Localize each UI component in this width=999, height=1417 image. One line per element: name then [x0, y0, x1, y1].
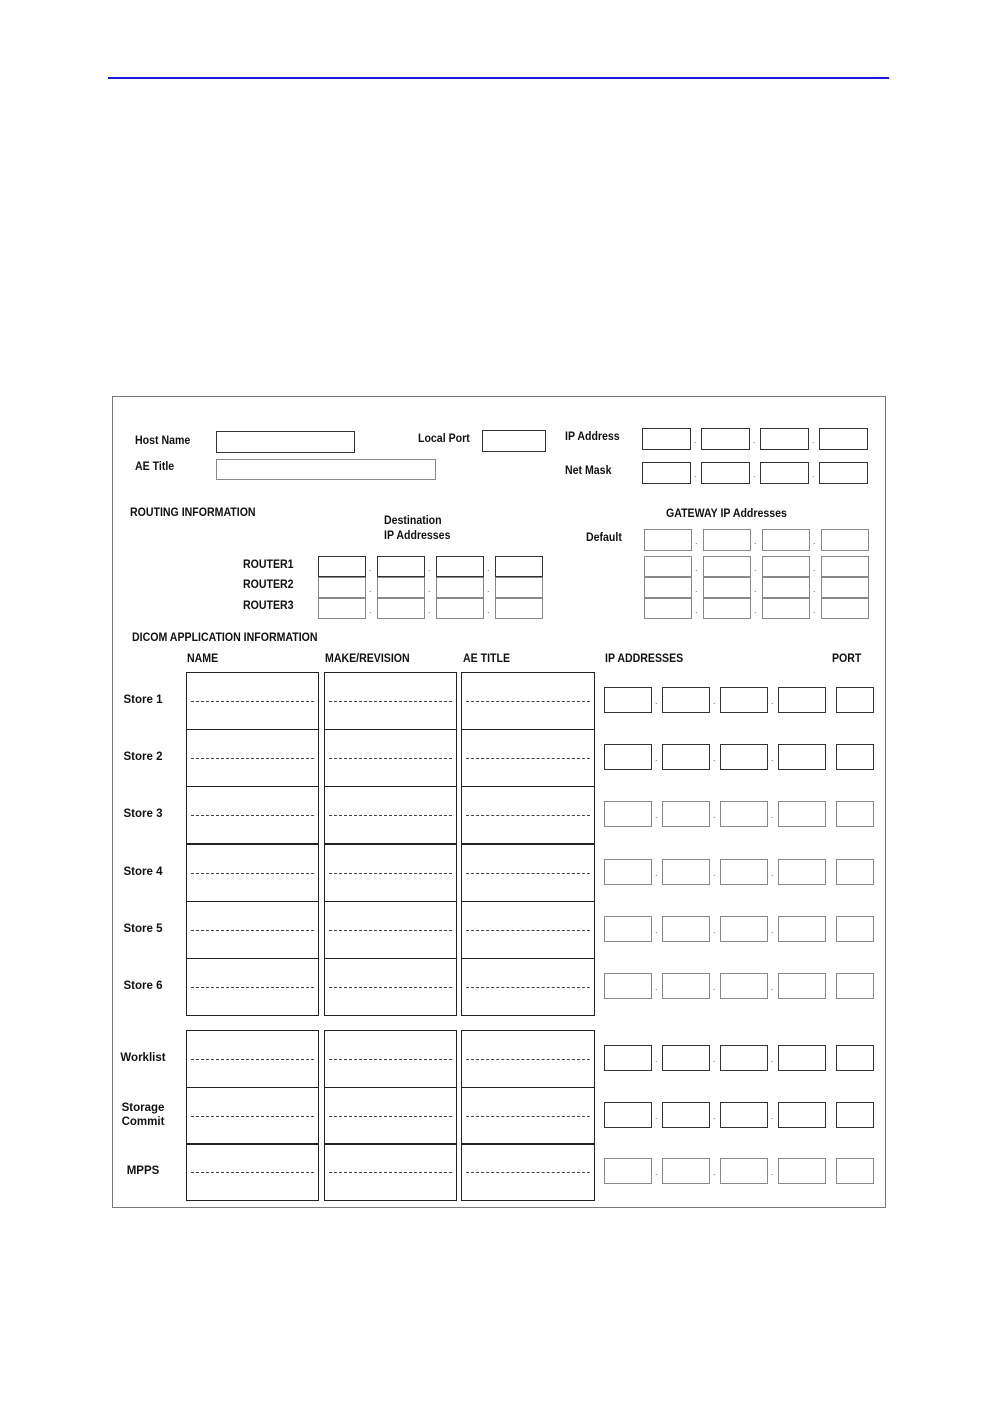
stores-ip-octet-1[interactable] — [604, 859, 652, 885]
dot-separator: . — [771, 1111, 774, 1121]
router1-dest-octet-4[interactable] — [495, 556, 543, 577]
services-ae-title-field[interactable] — [461, 1087, 595, 1145]
services-ae-title-field[interactable] — [461, 1143, 595, 1201]
ip-address-octet-3[interactable] — [760, 428, 809, 450]
services-name-field[interactable] — [186, 1030, 319, 1088]
dashed-guide — [466, 987, 590, 988]
router1-gateway-octet-3[interactable] — [762, 556, 810, 577]
dashed-guide — [466, 701, 590, 702]
services-label: MPPS — [126, 1165, 160, 1177]
stores-port-field[interactable] — [836, 687, 874, 713]
router3-dest-octet-2[interactable] — [377, 598, 425, 619]
dashed-guide — [191, 930, 314, 931]
dashed-guide — [191, 1116, 314, 1117]
stores-ae-title-field[interactable] — [461, 958, 595, 1016]
router3-gateway-octet-4[interactable] — [821, 598, 869, 619]
services-ip-octet-1[interactable] — [604, 1045, 652, 1071]
router2-gateway-octet-3[interactable] — [762, 577, 810, 598]
default-label: Default — [586, 532, 622, 544]
ae-title-field[interactable] — [216, 459, 436, 480]
router3-dest-octet-1[interactable] — [318, 598, 366, 619]
dot-separator: . — [428, 604, 431, 615]
dashed-guide — [329, 758, 452, 759]
dot-separator: . — [655, 1111, 658, 1121]
router2-dest-octet-1[interactable] — [318, 577, 366, 598]
dot-separator: . — [695, 604, 698, 615]
stores-ip-octet-4[interactable] — [778, 973, 826, 999]
dashed-guide — [329, 701, 452, 702]
gateway-default-octet-1[interactable] — [644, 529, 692, 551]
dashed-guide — [329, 873, 452, 874]
dot-separator: . — [694, 469, 697, 479]
ip-address-octet-1[interactable] — [642, 428, 691, 450]
dot-separator: . — [713, 696, 716, 706]
destination-label: Destination — [384, 515, 442, 527]
stores-ip-octet-3[interactable] — [720, 916, 768, 942]
dashed-guide — [329, 1116, 452, 1117]
stores-ip-octet-4[interactable] — [778, 859, 826, 885]
router2-dest-octet-3[interactable] — [436, 577, 484, 598]
router3-dest-octet-3[interactable] — [436, 598, 484, 619]
dot-separator: . — [771, 982, 774, 992]
router3-gateway-octet-2[interactable] — [703, 598, 751, 619]
services-ip-octet-3[interactable] — [720, 1102, 768, 1128]
stores-make-revision-field[interactable] — [324, 672, 457, 730]
stores-name-field[interactable] — [186, 786, 319, 844]
dot-separator: . — [813, 583, 816, 594]
net-mask-octet-2[interactable] — [701, 462, 750, 484]
dot-separator: . — [655, 1054, 658, 1064]
services-ip-octet-4[interactable] — [778, 1045, 826, 1071]
stores-port-field[interactable] — [836, 744, 874, 770]
services-ip-octet-3[interactable] — [720, 1045, 768, 1071]
router1-dest-octet-1[interactable] — [318, 556, 366, 577]
stores-label: Store 1 — [123, 694, 163, 706]
stores-name-field[interactable] — [186, 901, 319, 959]
stores-ae-title-field[interactable] — [461, 729, 595, 787]
dot-separator: . — [753, 435, 756, 445]
dot-separator: . — [713, 1111, 716, 1121]
dot-separator: . — [428, 583, 431, 594]
dot-separator: . — [655, 868, 658, 878]
dot-separator: . — [753, 469, 756, 479]
dot-separator: . — [771, 696, 774, 706]
host-name-label: Host Name — [135, 435, 191, 447]
router1-label: ROUTER1 — [243, 559, 294, 571]
router2-dest-octet-2[interactable] — [377, 577, 425, 598]
col-make-revision: MAKE/REVISION — [325, 653, 410, 665]
router1-dest-octet-2[interactable] — [377, 556, 425, 577]
stores-ip-octet-2[interactable] — [662, 687, 710, 713]
dot-separator: . — [713, 868, 716, 878]
stores-ip-octet-2[interactable] — [662, 916, 710, 942]
stores-ip-octet-4[interactable] — [778, 687, 826, 713]
dot-separator: . — [813, 604, 816, 615]
services-port-field[interactable] — [836, 1158, 874, 1184]
col-port: PORT — [832, 653, 862, 665]
stores-make-revision-field[interactable] — [324, 958, 457, 1016]
stores-label: Store 6 — [123, 980, 163, 992]
dot-separator: . — [771, 810, 774, 820]
services-ip-octet-2[interactable] — [662, 1158, 710, 1184]
stores-ip-octet-1[interactable] — [604, 801, 652, 827]
ae-title-label: AE Title — [135, 461, 175, 473]
dot-separator: . — [694, 435, 697, 445]
dot-separator: . — [812, 435, 815, 445]
dot-separator: . — [754, 583, 757, 594]
dot-separator: . — [813, 536, 816, 546]
router1-gateway-octet-2[interactable] — [703, 556, 751, 577]
stores-ae-title-field[interactable] — [461, 844, 595, 902]
local-port-label: Local Port — [418, 433, 470, 445]
header-rule — [108, 77, 889, 79]
services-make-revision-field[interactable] — [324, 1030, 457, 1088]
stores-ip-octet-3[interactable] — [720, 687, 768, 713]
dot-separator: . — [713, 753, 716, 763]
dashed-guide — [466, 815, 590, 816]
dot-separator: . — [695, 536, 698, 546]
stores-make-revision-field[interactable] — [324, 901, 457, 959]
gateway-default-octet-4[interactable] — [821, 529, 869, 551]
stores-ip-octet-1[interactable] — [604, 687, 652, 713]
routing-title: ROUTING INFORMATION — [130, 507, 256, 519]
services-label: Worklist — [120, 1052, 166, 1064]
dot-separator: . — [812, 469, 815, 479]
stores-name-field[interactable] — [186, 844, 319, 902]
stores-ae-title-field[interactable] — [461, 901, 595, 959]
stores-ip-octet-3[interactable] — [720, 859, 768, 885]
dot-separator: . — [369, 583, 372, 594]
dashed-guide — [191, 987, 314, 988]
dashed-guide — [191, 701, 314, 702]
ip-address-label: IP Address — [565, 431, 620, 443]
dashed-guide — [466, 1059, 590, 1060]
dot-separator: . — [713, 982, 716, 992]
dashed-guide — [191, 1172, 314, 1173]
gateway-default-octet-3[interactable] — [762, 529, 810, 551]
stores-ip-octet-1[interactable] — [604, 973, 652, 999]
dot-separator: . — [771, 753, 774, 763]
router1-dest-octet-3[interactable] — [436, 556, 484, 577]
stores-ip-octet-2[interactable] — [662, 859, 710, 885]
ip-address-octet-2[interactable] — [701, 428, 750, 450]
router1-gateway-octet-4[interactable] — [821, 556, 869, 577]
stores-port-field[interactable] — [836, 916, 874, 942]
services-name-field[interactable] — [186, 1087, 319, 1145]
dot-separator: . — [655, 696, 658, 706]
dashed-guide — [466, 930, 590, 931]
dot-separator: . — [655, 753, 658, 763]
dicom-title: DICOM APPLICATION INFORMATION — [132, 632, 318, 644]
stores-ip-octet-3[interactable] — [720, 744, 768, 770]
dashed-guide — [329, 1172, 452, 1173]
stores-ip-octet-4[interactable] — [778, 801, 826, 827]
dot-separator: . — [771, 868, 774, 878]
stores-ip-octet-2[interactable] — [662, 744, 710, 770]
stores-ip-octet-2[interactable] — [662, 801, 710, 827]
router2-gateway-octet-2[interactable] — [703, 577, 751, 598]
stores-label: Store 2 — [123, 751, 163, 763]
dot-separator: . — [487, 604, 490, 615]
ip-address-octet-4[interactable] — [819, 428, 868, 450]
stores-label: Store 5 — [123, 923, 163, 935]
services-ip-octet-2[interactable] — [662, 1102, 710, 1128]
stores-port-field[interactable] — [836, 801, 874, 827]
services-make-revision-field[interactable] — [324, 1087, 457, 1145]
dot-separator: . — [369, 604, 372, 615]
stores-ip-octet-1[interactable] — [604, 916, 652, 942]
stores-label: Store 3 — [123, 808, 163, 820]
router3-label: ROUTER3 — [243, 600, 294, 612]
dashed-guide — [191, 873, 314, 874]
services-ip-octet-1[interactable] — [604, 1102, 652, 1128]
services-make-revision-field[interactable] — [324, 1143, 457, 1201]
dashed-guide — [466, 1172, 590, 1173]
dashed-guide — [329, 930, 452, 931]
col-ip-addresses: IP ADDRESSES — [605, 653, 684, 665]
net-mask-octet-1[interactable] — [642, 462, 691, 484]
stores-ip-octet-4[interactable] — [778, 916, 826, 942]
router2-gateway-octet-4[interactable] — [821, 577, 869, 598]
router2-gateway-octet-1[interactable] — [644, 577, 692, 598]
dashed-guide — [466, 873, 590, 874]
services-ae-title-field[interactable] — [461, 1030, 595, 1088]
dashed-guide — [191, 758, 314, 759]
stores-ae-title-field[interactable] — [461, 672, 595, 730]
stores-name-field[interactable] — [186, 672, 319, 730]
dot-separator: . — [487, 562, 490, 573]
dashed-guide — [466, 758, 590, 759]
services-ip-octet-4[interactable] — [778, 1158, 826, 1184]
stores-make-revision-field[interactable] — [324, 786, 457, 844]
router2-label: ROUTER2 — [243, 579, 294, 591]
dot-separator: . — [771, 925, 774, 935]
gateway-title: GATEWAY IP Addresses — [666, 508, 787, 520]
services-ip-octet-1[interactable] — [604, 1158, 652, 1184]
dot-separator: . — [754, 536, 757, 546]
net-mask-octet-3[interactable] — [760, 462, 809, 484]
net-mask-label: Net Mask — [565, 465, 612, 477]
dot-separator: . — [655, 982, 658, 992]
services-port-field[interactable] — [836, 1045, 874, 1071]
ip-addresses-label: IP Addresses — [384, 530, 451, 542]
gateway-default-octet-2[interactable] — [703, 529, 751, 551]
stores-port-field[interactable] — [836, 973, 874, 999]
services-name-field[interactable] — [186, 1143, 319, 1201]
dot-separator: . — [655, 810, 658, 820]
dot-separator: . — [754, 562, 757, 573]
router2-dest-octet-4[interactable] — [495, 577, 543, 598]
dot-separator: . — [713, 810, 716, 820]
dashed-guide — [191, 1059, 314, 1060]
col-name: NAME — [187, 653, 219, 665]
col-ae-title: AE TITLE — [463, 653, 511, 665]
dot-separator: . — [813, 562, 816, 573]
dot-separator: . — [655, 925, 658, 935]
services-ip-octet-3[interactable] — [720, 1158, 768, 1184]
dot-separator: . — [771, 1167, 774, 1177]
dot-separator: . — [695, 583, 698, 594]
stores-make-revision-field[interactable] — [324, 844, 457, 902]
dot-separator: . — [713, 1054, 716, 1064]
dot-separator: . — [771, 1054, 774, 1064]
local-port-field[interactable] — [482, 430, 546, 452]
stores-ip-octet-4[interactable] — [778, 744, 826, 770]
host-name-field[interactable] — [216, 431, 355, 453]
dashed-guide — [329, 987, 452, 988]
net-mask-octet-4[interactable] — [819, 462, 868, 484]
dot-separator: . — [754, 604, 757, 615]
router3-gateway-octet-3[interactable] — [762, 598, 810, 619]
dashed-guide — [329, 815, 452, 816]
dashed-guide — [329, 1059, 452, 1060]
stores-ip-octet-3[interactable] — [720, 801, 768, 827]
stores-name-field[interactable] — [186, 729, 319, 787]
dot-separator: . — [713, 925, 716, 935]
stores-ip-octet-1[interactable] — [604, 744, 652, 770]
dashed-guide — [191, 815, 314, 816]
dashed-guide — [466, 1116, 590, 1117]
dot-separator: . — [369, 562, 372, 573]
dot-separator: . — [713, 1167, 716, 1177]
services-port-field[interactable] — [836, 1102, 874, 1128]
services-ip-octet-4[interactable] — [778, 1102, 826, 1128]
router3-gateway-octet-1[interactable] — [644, 598, 692, 619]
stores-name-field[interactable] — [186, 958, 319, 1016]
stores-make-revision-field[interactable] — [324, 729, 457, 787]
stores-ip-octet-2[interactable] — [662, 973, 710, 999]
dot-separator: . — [655, 1167, 658, 1177]
services-ip-octet-2[interactable] — [662, 1045, 710, 1071]
router1-gateway-octet-1[interactable] — [644, 556, 692, 577]
router3-dest-octet-4[interactable] — [495, 598, 543, 619]
dot-separator: . — [487, 583, 490, 594]
dot-separator: . — [428, 562, 431, 573]
stores-ae-title-field[interactable] — [461, 786, 595, 844]
stores-port-field[interactable] — [836, 859, 874, 885]
stores-label: Store 4 — [123, 866, 163, 878]
dot-separator: . — [695, 562, 698, 573]
services-label: Storage Commit — [121, 1102, 165, 1128]
stores-ip-octet-3[interactable] — [720, 973, 768, 999]
